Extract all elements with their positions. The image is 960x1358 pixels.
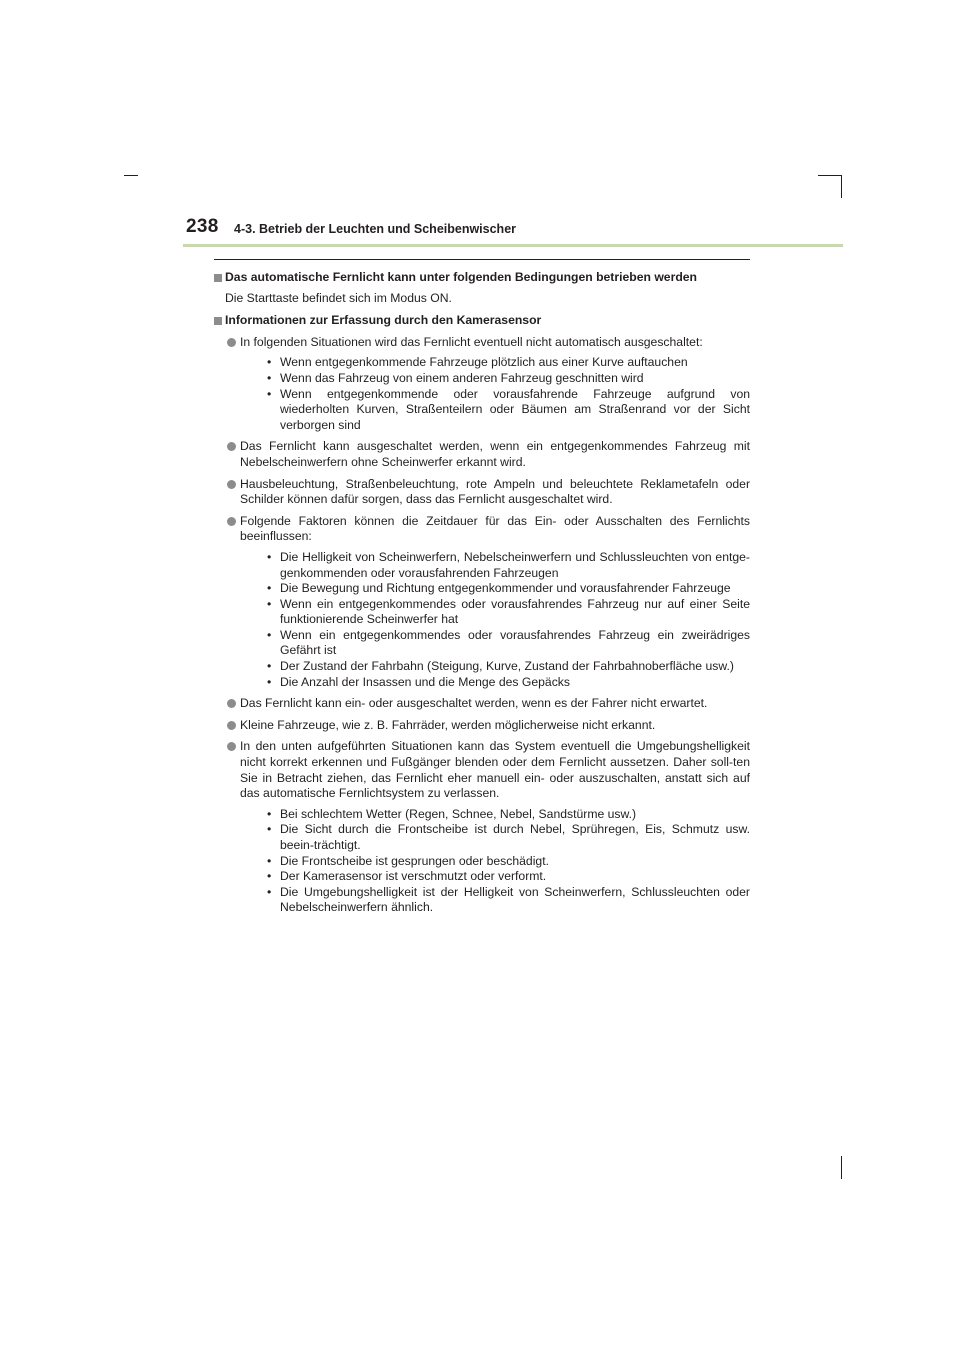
- section-heading: Informationen zur Erfassung durch den Kamerasensor: [214, 313, 750, 329]
- circle-bullet-icon: [227, 742, 236, 751]
- sub-list-item: • Wenn entgegenkommende Fahrzeuge plötzlich aus einer Kurve auftauchen: [267, 355, 688, 370]
- circle-bullet-icon: [227, 721, 236, 730]
- sub-list-item: • Die Frontscheibe ist gesprungen oder beschädigt.: [267, 853, 549, 868]
- square-bullet-icon: [214, 274, 222, 282]
- sub-list-item: • Wenn das Fahrzeug von einem anderen Fahrzeug geschnitten wird: [267, 370, 644, 385]
- circle-bullet-icon: [227, 517, 236, 526]
- page-number: 238: [186, 216, 219, 237]
- circle-item: In den unten aufgeführten Situationen kann das System eventuell die Umgebungshelligkeit nicht korrekt erkennen und Fußgänger blenden oder dem Fernlicht aussetzen. Daher soll-ten Sie in Betracht ziehen, das Fernlicht eher manuell ein- oder auszuschalten, anstatt sich auf das automatische Fernlichtsystem zu verlassen. • Bei schlechtem Wetter (Regen, Schnee, Nebel, Sandstürme usw.) • Die Sicht durch die Frontscheibe ist durch Nebel, Sprühregen, Eis, Schmutz usw. beein-trächtigt. • Die Frontscheibe ist gesprungen oder beschädigt. • Der Kamerasensor ist verschmutzt oder verformt. • Die Umgebungshelligkeit ist der Helligkeit von Scheinwerfern, Schlussleuchten oder Nebelscheinwerfern ähnlich.: [214, 739, 750, 916]
- header-rule: [183, 244, 843, 247]
- sub-list-item: • Die Bewegung und Richtung entgegenkommender und vorausfahrender Fahrzeuge: [267, 581, 731, 596]
- crop-mark-top-right-v: [841, 175, 842, 198]
- sub-list: [240, 807, 750, 916]
- circle-item: Das Fernlicht kann ausgeschaltet werden, wenn ein entgegenkommendes Fahrzeug mit Nebelscheinwerfern ohne Scheinwerfer erkannt wird.: [214, 439, 750, 470]
- content-body: [214, 270, 750, 916]
- sub-list-item: • Der Kamerasensor ist verschmutzt oder verformt.: [267, 869, 547, 884]
- content-rule: [214, 259, 750, 260]
- sub-list-item: • Wenn ein entgegenkommendes oder vorausfahrendes Fahrzeug nur auf einer Seite funktionierende Scheinwerfer hat: [267, 596, 750, 627]
- sub-list: [240, 355, 750, 433]
- sub-list-item: • Bei schlechtem Wetter (Regen, Schnee, Nebel, Sandstürme usw.): [267, 806, 637, 821]
- circle-item: In folgenden Situationen wird das Fernlicht eventuell nicht automatisch ausgeschaltet: • Wenn entgegenkommende Fahrzeuge plötzlich aus einer Kurve auftauchen • Wenn das Fahrzeug von einem anderen Fahrzeug geschnitten wird • Wenn entgegenkommende oder vorausfahrende Fahrzeuge aufgrund von wiederholten Kurven, Straßenteilern oder Bäumen am Straßenrand vor der Sicht verborgen sind: [214, 335, 750, 434]
- circle-bullet-icon: [227, 480, 236, 489]
- section-title: 4-3. Betrieb der Leuchten und Scheibenwischer: [234, 222, 517, 236]
- circle-bullet-icon: [227, 699, 236, 708]
- circle-bullet-icon: [227, 338, 236, 347]
- sub-list-item: • Wenn ein entgegenkommendes oder vorausfahrendes Fahrzeug ein zweirädriges Gefährt ist: [267, 627, 750, 658]
- crop-mark-top-right-h: [818, 175, 842, 176]
- section-heading: Das automatische Fernlicht kann unter folgenden Bedingungen betrieben werden: [214, 270, 750, 286]
- sub-list-item: • Wenn entgegenkommende oder vorausfahrende Fahrzeuge aufgrund von wiederholten Kurven, Straßenteilern oder Bäumen am Straßenrand vor der Sicht verborgen sind: [267, 386, 750, 432]
- sub-list-item: • Die Helligkeit von Scheinwerfern, Nebelscheinwerfern und Schlussleuchten von entge-genkommenden oder vorausfahrenden Fahrzeugen: [267, 549, 750, 580]
- square-bullet-icon: [214, 317, 222, 325]
- sub-list-item: • Der Zustand der Fahrbahn (Steigung, Kurve, Zustand der Fahrbahnoberfläche usw.): [267, 659, 734, 674]
- circle-item: Folgende Faktoren können die Zeitdauer für das Ein- oder Ausschalten des Fernlichts beeinflussen: • Die Helligkeit von Scheinwerfern, Nebelscheinwerfern und Schlussleuchten von entge-genkommenden oder vorausfahrenden Fahrzeugen • Die Bewegung und Richtung entgegenkommender und vorausfahrender Fahrzeuge • Wenn ein entgegenkommendes oder vorausfahrendes Fahrzeug nur auf einer Seite funktionierende Scheinwerfer hat • Wenn ein entgegenkommendes oder vorausfahrendes Fahrzeug ein zweirädriges Gefährt ist • Der Zustand der Fahrbahn (Steigung, Kurve, Zustand der Fahrbahnoberfläche usw.) • Die Anzahl der Insassen und die Menge des Gepäcks: [214, 514, 750, 691]
- sub-list: [240, 550, 750, 690]
- circle-item: Hausbeleuchtung, Straßenbeleuchtung, rote Ampeln und beleuchtete Reklametafeln oder Schilder können dafür sorgen, dass das Fernlicht ausgeschaltet wird.: [214, 477, 750, 508]
- crop-mark-top-left: [124, 175, 138, 176]
- sub-list-item: • Die Umgebungshelligkeit ist der Helligkeit von Scheinwerfern, Schlussleuchten oder Nebelscheinwerfern ähnlich.: [267, 884, 750, 915]
- sub-list-item: • Die Sicht durch die Frontscheibe ist durch Nebel, Sprühregen, Eis, Schmutz usw. beein-trächtigt.: [267, 822, 750, 852]
- paragraph: Die Starttaste befindet sich im Modus ON.: [225, 290, 452, 305]
- sub-list-item: • Die Anzahl der Insassen und die Menge des Gepäcks: [267, 674, 570, 689]
- circle-item: Das Fernlicht kann ein- oder ausgeschaltet werden, wenn es der Fahrer nicht erwartet.: [214, 696, 750, 712]
- circle-bullet-icon: [227, 442, 236, 451]
- circle-item: Kleine Fahrzeuge, wie z. B. Fahrräder, werden möglicherweise nicht erkannt.: [214, 718, 750, 734]
- crop-mark-bottom-right: [841, 1156, 842, 1179]
